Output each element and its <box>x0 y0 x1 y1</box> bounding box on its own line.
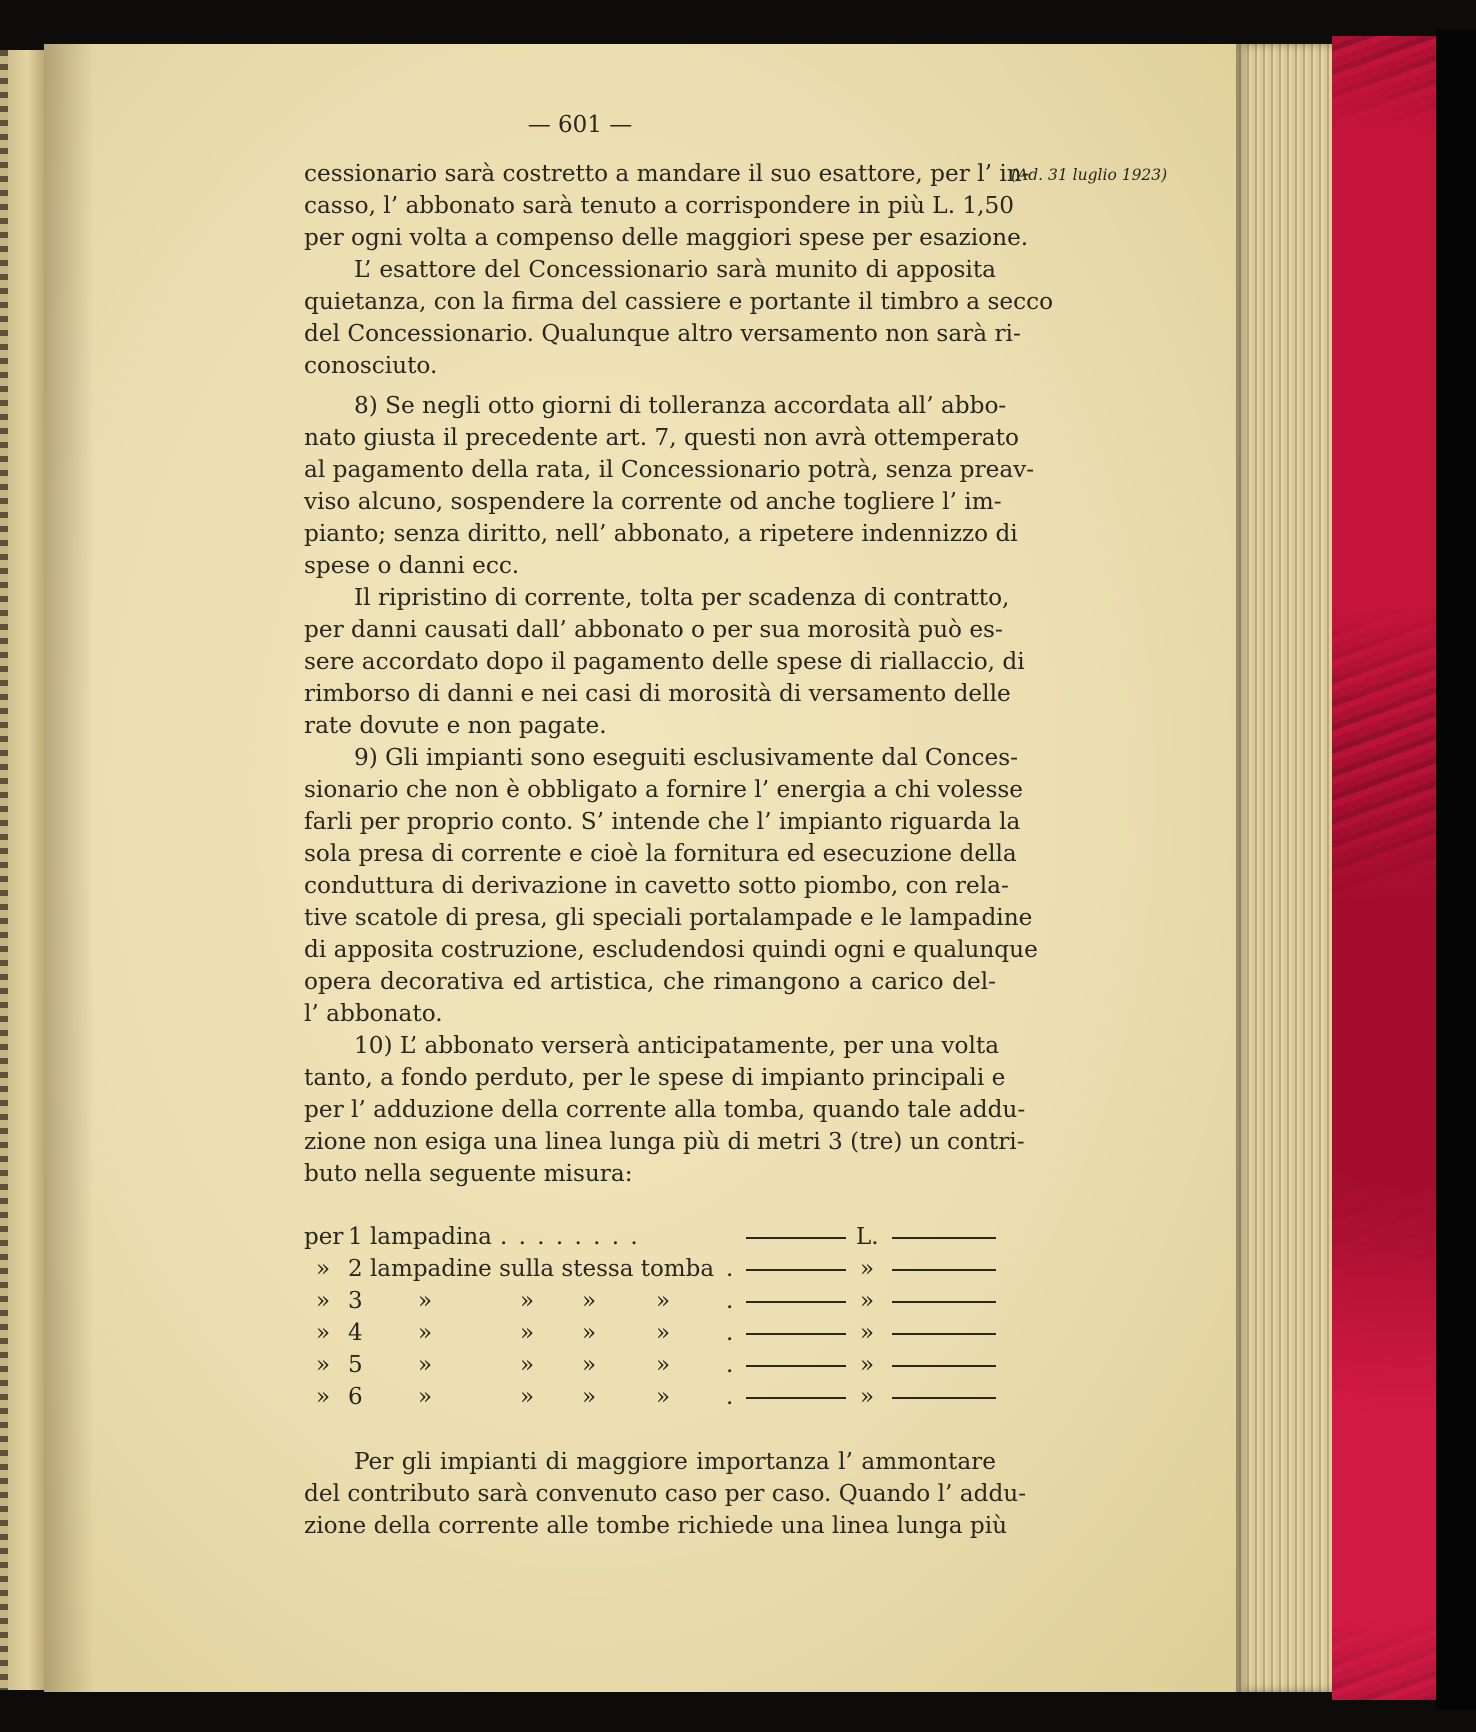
table-cell-ditto: » <box>582 1384 597 1410</box>
blank-amount-line <box>892 1397 996 1399</box>
blank-amount-line <box>746 1269 846 1271</box>
text-line: sionario che non è obbligato a fornire l’ energia a chi volesse <box>304 776 1024 803</box>
text-line: 8) Se negli otto giorni di tolleranza accordata all’ abbo- <box>354 392 1007 419</box>
blank-amount-line <box>892 1237 996 1239</box>
text-line: buto nella seguente misura: <box>304 1160 633 1187</box>
table-cell-ditto: » <box>418 1320 433 1346</box>
table-cell-item: 3 <box>348 1288 363 1314</box>
blank-amount-line <box>892 1365 996 1367</box>
text-line: conosciuto. <box>304 352 438 379</box>
table-cell-ditto: » <box>582 1352 597 1378</box>
blank-amount-line <box>746 1365 846 1367</box>
table-cell-ditto: » <box>418 1288 433 1314</box>
marbled-cover <box>1332 36 1440 1700</box>
table-cell-dots: . <box>726 1384 734 1410</box>
blank-amount-line <box>892 1269 996 1271</box>
table-cell-currency: » <box>860 1352 875 1378</box>
blank-amount-line <box>746 1301 846 1303</box>
text-line: sola presa di corrente e cioè la fornitura ed esecuzione della <box>304 840 1017 867</box>
text-line: casso, l’ abbonato sarà tenuto a corrispondere in più L. 1,50 <box>304 192 1015 219</box>
text-line: zione non esiga una linea lunga più di metri 3 (tre) un contri- <box>304 1128 1025 1155</box>
table-cell-ditto: » <box>418 1352 433 1378</box>
text-line: l’ abbonato. <box>304 1000 443 1027</box>
table-cell-prefix: » <box>316 1288 331 1314</box>
table-cell-ditto: » <box>520 1352 535 1378</box>
text-line: del Concessionario. Qualunque altro versamento non sarà ri- <box>304 320 1021 347</box>
text-line: per ogni volta a compenso delle maggiori spese per esazione. <box>304 224 1029 251</box>
table-cell-ditto: » <box>656 1384 671 1410</box>
table-cell-ditto: » <box>656 1352 671 1378</box>
page-stack-edge <box>1236 44 1332 1692</box>
table-cell-ditto: » <box>582 1288 597 1314</box>
table-cell-ditto: » <box>520 1384 535 1410</box>
text-line: viso alcuno, sospendere la corrente od anche togliere l’ im- <box>304 488 1002 515</box>
table-cell-currency: » <box>860 1320 875 1346</box>
text-line: opera decorativa ed artistica, che rimangono a carico del- <box>304 968 996 995</box>
table-cell-ditto: » <box>582 1320 597 1346</box>
previous-page-edge <box>0 50 46 1690</box>
text-line: 9) Gli impianti sono eseguiti esclusivamente dal Conces- <box>354 744 1018 771</box>
scan-border <box>1436 30 1476 1710</box>
text-line: del contributo sarà convenuto caso per caso. Quando l’ addu- <box>304 1480 1027 1507</box>
text-line: al pagamento della rata, il Concessionario potrà, senza preav- <box>304 456 1035 483</box>
table-row <box>304 1222 1000 1252</box>
text-line: pianto; senza diritto, nell’ abbonato, a ripetere indennizzo di <box>304 520 1018 547</box>
blank-amount-line <box>746 1333 846 1335</box>
table-cell-dots: . <box>726 1256 734 1282</box>
table-cell-dots: . <box>726 1320 734 1346</box>
table-cell-prefix: » <box>316 1320 331 1346</box>
page-gutter-shadow <box>44 44 94 1692</box>
table-cell-ditto: » <box>520 1320 535 1346</box>
table-cell-prefix: per <box>304 1224 344 1250</box>
text-line: zione della corrente alle tombe richiede una linea lunga più <box>304 1512 1008 1539</box>
table-row <box>304 1350 1000 1380</box>
table-cell-dots: . <box>726 1288 734 1314</box>
text-line: per danni causati dall’ abbonato o per sua morosità può es- <box>304 616 1003 643</box>
table-cell-item: 2 lampadine sulla stessa tomba <box>348 1256 715 1282</box>
text-line: 10) L’ abbonato verserà anticipatamente, per una volta <box>354 1032 1000 1059</box>
text-line: conduttura di derivazione in cavetto sotto piombo, con rela- <box>304 872 1009 899</box>
text-line: farli per proprio conto. S’ intende che l’ impianto riguarda la <box>304 808 1021 835</box>
blank-amount-line <box>746 1397 846 1399</box>
text-line: L’ esattore del Concessionario sarà munito di apposita <box>354 256 996 283</box>
table-cell-ditto: » <box>418 1384 433 1410</box>
table-cell-item: 4 <box>348 1320 363 1346</box>
text-line: nato giusta il precedente art. 7, questi non avrà ottemperato <box>304 424 1019 451</box>
page-number: — 601 — <box>527 112 633 138</box>
table-row <box>304 1318 1000 1348</box>
text-line: per l’ adduzione della corrente alla tomba, quando tale addu- <box>304 1096 1026 1123</box>
table-cell-currency: L. <box>856 1224 879 1250</box>
text-line: tive scatole di presa, gli speciali portalampade e le lampadine <box>304 904 1033 931</box>
text-line: Per gli impianti di maggiore importanza l’ ammontare <box>354 1448 996 1475</box>
table-row <box>304 1382 1000 1412</box>
table-cell-item: 1 lampadina <box>348 1224 492 1250</box>
table-cell-prefix: » <box>316 1256 331 1282</box>
table-cell-ditto: » <box>656 1320 671 1346</box>
text-line: cessionario sarà costretto a mandare il suo esattore, per l’ in- <box>304 160 1030 187</box>
table-cell-prefix: » <box>316 1384 331 1410</box>
blank-amount-line <box>892 1333 996 1335</box>
blank-amount-line <box>746 1237 846 1239</box>
binding-stitch <box>0 50 8 1690</box>
table-row <box>304 1254 1000 1284</box>
text-line: spese o danni ecc. <box>304 552 520 579</box>
text-line: quietanza, con la firma del cassiere e portante il timbro a secco <box>304 288 1054 315</box>
text-line: sere accordato dopo il pagamento delle spese di riallaccio, di <box>304 648 1025 675</box>
text-line: Il ripristino di corrente, tolta per scadenza di contratto, <box>354 584 1010 611</box>
margin-note: (Ad. 31 luglio 1923) <box>1011 166 1168 184</box>
text-line: rate dovute e non pagate. <box>304 712 607 739</box>
text-line: rimborso di danni e nei casi di morosità di versamento delle <box>304 680 1011 707</box>
text-line: di apposita costruzione, escludendosi quindi ogni e qualunque <box>304 936 1038 963</box>
table-row <box>304 1286 1000 1316</box>
table-cell-item: 5 <box>348 1352 363 1378</box>
blank-amount-line <box>892 1301 996 1303</box>
table-cell-currency: » <box>860 1384 875 1410</box>
table-cell-ditto: » <box>520 1288 535 1314</box>
table-cell-item: 6 <box>348 1384 363 1410</box>
table-cell-currency: » <box>860 1256 875 1282</box>
table-cell-prefix: » <box>316 1352 331 1378</box>
table-cell-dots: . . . . . . . . <box>500 1224 640 1250</box>
text-line: tanto, a fondo perduto, per le spese di impianto principali e <box>304 1064 1006 1091</box>
table-cell-currency: » <box>860 1288 875 1314</box>
table-cell-ditto: » <box>656 1288 671 1314</box>
table-cell-dots: . <box>726 1352 734 1378</box>
